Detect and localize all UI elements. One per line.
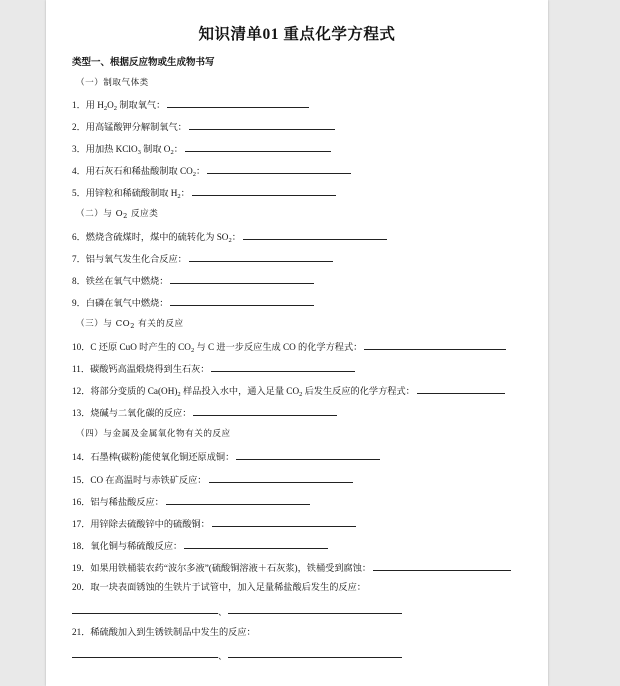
item-11: 11．碳酸钙高温煅烧得到生石灰： — [72, 360, 355, 375]
item-14: 14．石墨棒(碳粉)能使氧化铜还原成铜： — [72, 448, 380, 463]
item-10: 10．C 还原 CuO 时产生的 $CO_2$ 与 C 进一步反应生成 CO 的化学方程式： — [72, 338, 506, 353]
item-15: 15．CO 在高温时与赤铁矿反应： — [72, 471, 353, 486]
item-21-answer-row — [72, 647, 412, 659]
item-6: 6．燃烧含硫煤时，煤中的硫转化为 $SO_2$： — [72, 228, 387, 243]
item-4: 4．用石灰石和稀盐酸制取 $CO_2$： — [72, 162, 351, 177]
answer-blank-9[interactable] — [170, 294, 314, 306]
answer-blank-16[interactable] — [166, 493, 310, 505]
item-8: 8．铁丝在氧气中燃烧： — [72, 272, 314, 287]
answer-blank-1[interactable] — [167, 96, 309, 108]
item-21: 21．稀硫酸加入到生锈铁制品中发生的反应： — [72, 627, 256, 637]
item-2: 2．用高锰酸钾分解制氧气： — [72, 118, 335, 133]
answer-blank-19[interactable] — [373, 559, 511, 571]
separator: 、 — [218, 651, 228, 661]
answer-blank-15[interactable] — [209, 471, 353, 483]
answer-blank-14[interactable] — [236, 448, 380, 460]
page-title: 知识清单01 重点化学方程式 — [198, 26, 396, 43]
separator: 、 — [218, 607, 228, 617]
item-7: 7．铝与氧气发生化合反应： — [72, 250, 333, 265]
answer-blank-18[interactable] — [184, 537, 328, 549]
item-12: 12．将部分变质的 $Ca(OH)_2$ 样品投入水中，通入足量 $CO_2$ 后发生反应的化学方程式： — [72, 382, 505, 397]
item-19: 19．如果用铁桶装农药“波尔多液”(硫酸铜溶液＋石灰浆)，铁桶受到腐蚀： — [72, 559, 511, 574]
answer-blank-20a[interactable] — [72, 603, 218, 614]
type1-heading: 类型一、根据反应物或生成物书写 — [72, 58, 215, 68]
answer-blank-2[interactable] — [189, 118, 335, 130]
answer-blank-13[interactable] — [193, 404, 337, 416]
answer-blank-4[interactable] — [207, 162, 351, 174]
answer-blank-3[interactable] — [185, 140, 331, 152]
answer-blank-12[interactable] — [417, 382, 505, 394]
answer-blank-21a[interactable] — [72, 647, 218, 658]
item-16: 16．铝与稀盐酸反应： — [72, 493, 310, 508]
item-17: 17．用锌除去硫酸锌中的硫酸铜： — [72, 515, 356, 530]
section-4-heading: （四）与金属及金属氧化物有关的反应 — [76, 429, 231, 439]
item-1: 1．用 $H_2O_2$ 制取氧气： — [72, 96, 309, 111]
answer-blank-7[interactable] — [189, 250, 333, 262]
section-1-heading: （一）制取气体类 — [76, 78, 149, 88]
item-13: 13．烧碱与二氧化碳的反应： — [72, 404, 337, 419]
answer-blank-11[interactable] — [211, 360, 355, 372]
answer-blank-10[interactable] — [364, 338, 506, 350]
answer-blank-5[interactable] — [192, 184, 336, 196]
item-20-answer-row — [72, 603, 412, 615]
document-page — [46, 0, 548, 686]
answer-blank-20b[interactable] — [228, 603, 402, 614]
item-20: 20．取一块表面锈蚀的生铁片于试管中，加入足量稀盐酸后发生的反应： — [72, 582, 366, 592]
item-9: 9．白磷在氧气中燃烧： — [72, 294, 314, 309]
item-18: 18．氧化铜与稀硫酸反应： — [72, 537, 328, 552]
answer-blank-21b[interactable] — [228, 647, 402, 658]
item-5: 5．用锌粒和稀硫酸制取 $H_2$： — [72, 184, 336, 199]
answer-blank-6[interactable] — [243, 228, 387, 240]
section-3-heading: （三）与 $CO_2$ 有关的反应 — [76, 319, 184, 330]
item-3: 3．用加热 KClO$_3$ 制取 $O_2$： — [72, 140, 331, 155]
answer-blank-17[interactable] — [212, 515, 356, 527]
section-2-heading: （二）与 $O_2$ 反应类 — [76, 209, 159, 220]
answer-blank-8[interactable] — [170, 272, 314, 284]
